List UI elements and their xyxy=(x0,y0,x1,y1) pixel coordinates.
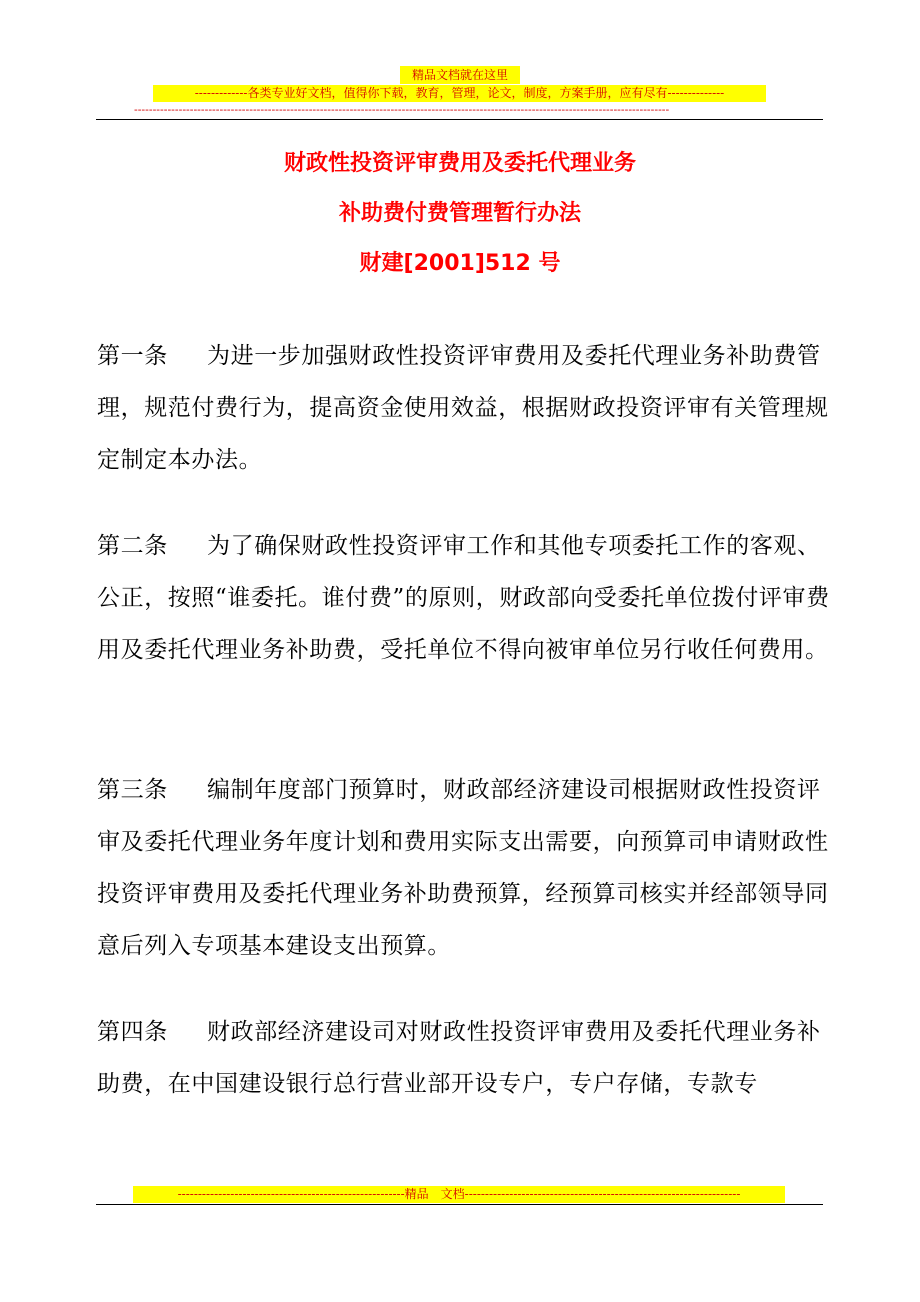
article-1 xyxy=(97,330,832,486)
article-1-text: 为进一步加强财政性投资评审费用及委托代理业务补助费管理，规范付费行为，提高资金使用效益，根据财政投资评审有关管理规定制定本办法。 xyxy=(97,343,829,473)
footer-banner: --------------------------------------------------------精品 文档-------------------------------------------------------------------- xyxy=(133,1186,785,1203)
article-3-text: 编制年度部门预算时，财政部经济建设司根据财政性投资评审及委托代理业务年度计划和费用实际支出需要，向预算司申请财政性投资评审费用及委托代理业务补助费预算，经预算司核实并经部领导同意后列入专项基本建设支出预算。 xyxy=(97,777,829,959)
document-number: 财建[2001]512 号 xyxy=(359,251,561,276)
article-2-text: 为了确保财政性投资评审工作和其他专项委托工作的客观、公正，按照“谁委托。谁付费”的原则，财政部向受委托单位拨付评审费用及委托代理业务补助费，受托单位不得向被审单位另行收任何费用。 xyxy=(97,533,830,663)
header-rule xyxy=(96,119,823,120)
article-4 xyxy=(97,1006,832,1110)
footer-rule xyxy=(96,1204,823,1205)
article-4-label: 第四条 xyxy=(97,1019,168,1045)
article-3 xyxy=(97,764,832,972)
article-4-text: 财政部经济建设司对财政性投资评审费用及委托代理业务补助费，在中国建设银行总行营业部开设专户，专户存储，专款专 xyxy=(97,1019,821,1097)
document-title-line-2: 补助费付费管理暂行办法 xyxy=(338,201,581,226)
article-3-label: 第三条 xyxy=(97,777,168,803)
header-banner: -------------各类专业好文档，值得你下载，教育，管理，论文，制度，方案手册，应有尽有-------------- xyxy=(153,85,766,102)
header-dashes: ------------------------------------------------------------------------------------------------------------------------------------------------ xyxy=(134,103,670,116)
article-2 xyxy=(97,520,832,676)
document-title-line-1: 财政性投资评审费用及委托代理业务 xyxy=(283,151,636,176)
article-1-label: 第一条 xyxy=(97,343,168,369)
header-tagline: 精品文档就在这里 xyxy=(400,66,520,84)
article-2-label: 第二条 xyxy=(97,533,168,559)
